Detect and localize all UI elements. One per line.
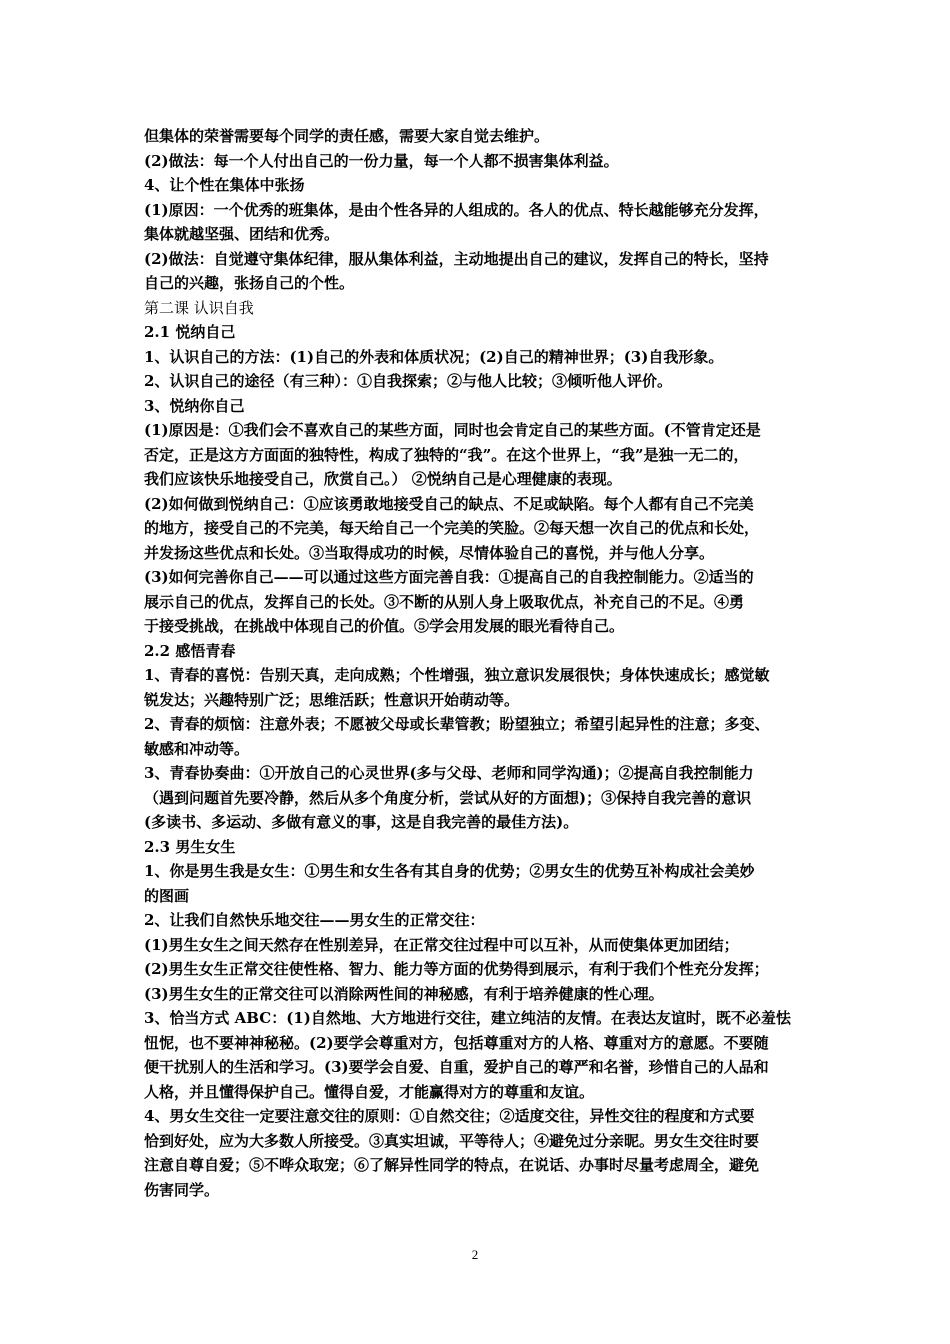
text-line: 展示自己的优点，发挥自己的长处。③不断的从别人身上吸取优点，补充自己的不足。④勇 bbox=[144, 592, 745, 611]
text-line: 忸怩，也不要神神秘秘。(2)要学会尊重对方，包括尊重对方的人格、尊重对方的意愿。不要随 bbox=[144, 1033, 769, 1052]
page-number: 2 bbox=[471, 1247, 479, 1262]
text-line: 便干扰别人的生活和学习。(3)要学会自爱、自重，爱护自己的尊严和名誉，珍惜自己的人品和 bbox=[144, 1058, 769, 1076]
text-line: 锐发达；兴趣特别广泛；思维活跃；性意识开始萌动等。 bbox=[144, 690, 520, 709]
text-line: 我们应该快乐地接受自己，欣赏自己。） ②悦纳自己是心理健康的表现。 bbox=[144, 470, 622, 488]
text-line: 2.2 感悟青春 bbox=[144, 641, 236, 660]
text-line: (2)做法：自觉遵守集体纪律，服从集体利益，主动地提出自己的建议，发挥自己的特长，坚持 bbox=[144, 249, 769, 268]
text-line: （遇到问题首先要冷静，然后从多个角度分析，尝试从好的方面想)；③保持自我完善的意识 bbox=[144, 788, 752, 807]
text-line: 3、青春协奏曲：①开放自己的心灵世界(多与父母、老师和同学沟通)；②提高自我控制能力 bbox=[144, 764, 754, 782]
text-line: (多读书、多运动、多做有意义的事，这是自我完善的最佳方法)。 bbox=[144, 813, 579, 831]
text-line: (2)男生女生正常交往使性格、智力、能力等方面的优势得到展示，有利于我们个性充分发挥； bbox=[144, 960, 769, 978]
text-line: 的地方，接受自己的不完美，每天给自己一个完美的笑脸。②每天想一次自己的优点和长处， bbox=[144, 519, 760, 537]
text-line: (2)做法：每一个人付出自己的一份力量，每一个人都不损害集体利益。 bbox=[144, 151, 619, 170]
text-line: 2、认识自己的途径（有三种）：①自我探索；②与他人比较；③倾听他人评价。 bbox=[144, 372, 672, 390]
text-line: 并发扬这些优点和长处。③当取得成功的时候，尽情体验自己的喜悦，并与他人分享。 bbox=[144, 543, 715, 562]
text-line: (3)男生女生的正常交往可以消除两性间的神秘感，有利于培养健康的性心理。 bbox=[144, 984, 664, 1003]
text-line: 敏感和冲动等。 bbox=[144, 739, 250, 758]
text-line: 伤害同学。 bbox=[144, 1180, 220, 1199]
text-line: 的图画 bbox=[144, 886, 190, 905]
text-line: (2)如何做到悦纳自己：①应该勇敢地接受自己的缺点、不足或缺陷。每个人都有自己不完美 bbox=[144, 494, 754, 513]
document-body bbox=[144, 124, 814, 1202]
text-line: 2、让我们自然快乐地交往——男女生的正常交往： bbox=[144, 911, 485, 929]
text-line: 第二课 认识自我 bbox=[144, 298, 254, 317]
text-line: 恰到好处，应为大多数人所接受。③真实坦诚，平等待人；④避免过分亲昵。男女生交往时要 bbox=[144, 1131, 760, 1150]
text-line: 1、你是男生我是女生：①男生和女生各有其自身的优势；②男女生的优势互补构成社会美妙 bbox=[144, 862, 755, 880]
text-line: 2、青春的烦恼：注意外表；不愿被父母或长辈管教；盼望独立；希望引起异性的注意；多变、 bbox=[144, 715, 770, 733]
text-line: 1、青春的喜悦：告别天真，走向成熟；个性增强，独立意识发展很快；身体快速成长；感觉敏 bbox=[144, 666, 770, 684]
text-line: (1)原因：一个优秀的班集体，是由个性各异的人组成的。各人的优点、特长越能够充分发挥， bbox=[144, 200, 769, 219]
text-line: 否定，正是这方方面面的独特性，构成了独特的“我”。在这个世界上，“我”是独一无二的， bbox=[144, 445, 749, 464]
text-line: 3、悦纳你自己 bbox=[144, 396, 245, 415]
text-line: 4、男女生交往一定要注意交往的原则：①自然交往；②适度交往，异性交往的程度和方式要 bbox=[144, 1107, 755, 1125]
text-line: 2.1 悦纳自己 bbox=[144, 323, 236, 341]
text-line: 4、让个性在集体中张扬 bbox=[144, 176, 305, 194]
text-line: 注意自尊自爱；⑤不哗众取宠；⑥了解异性同学的特点，在说话、办事时尽量考虑周全，避免 bbox=[144, 1156, 760, 1174]
text-line: 2.3 男生女生 bbox=[144, 837, 236, 856]
text-line: 集体就越坚强、团结和优秀。 bbox=[144, 225, 340, 243]
text-line: 但集体的荣誉需要每个同学的责任感，需要大家自觉去维护。 bbox=[144, 127, 550, 145]
text-line: (1)男生女生之间天然存在性别差异，在正常交往过程中可以互补，从而使集体更加团结； bbox=[144, 935, 739, 954]
text-line: 1、认识自己的方法：(1)自己的外表和体质状况；(2)自己的精神世界；(3)自我形象。 bbox=[144, 347, 724, 366]
text-line: (3)如何完善你自己——可以通过这些方面完善自我：①提高自己的自我控制能力。②适当的 bbox=[144, 568, 754, 586]
text-line: 自己的兴趣，张扬自己的个性。 bbox=[144, 274, 355, 292]
text-line: 3、恰当方式 ABC：(1)自然地、大方地进行交往，建立纯洁的友情。在表达友谊时，既不必羞怯 bbox=[144, 1009, 791, 1027]
text-line: 人格，并且懂得保护自己。懂得自爱，才能赢得对方的尊重和友谊。 bbox=[144, 1082, 595, 1101]
text-line: (1)原因是：①我们会不喜欢自己的某些方面，同时也会肯定自己的某些方面。(不管肯定还是 bbox=[144, 421, 761, 439]
text-line: 于接受挑战，在挑战中体现自己的价值。⑤学会用发展的眼光看待自己。 bbox=[144, 617, 625, 635]
